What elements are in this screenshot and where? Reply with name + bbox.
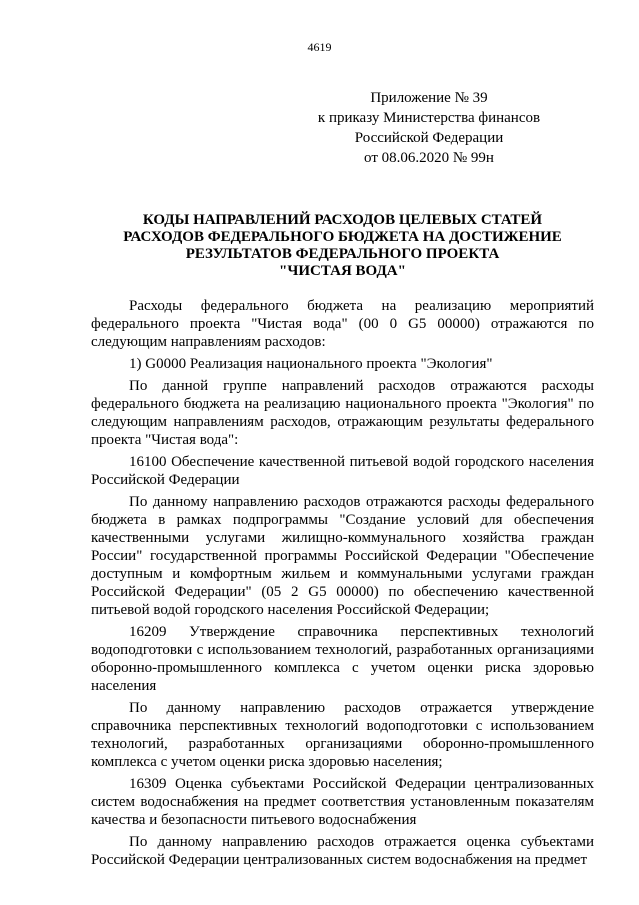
appendix-line: Российской Федерации [354, 130, 504, 146]
body-paragraph: 16100 Обеспечение качественной питьевой водой городского населения Российской Федерации [91, 454, 594, 488]
title-line: РЕЗУЛЬТАТОВ ФЕДЕРАЛЬНОГО ПРОЕКТА [185, 246, 500, 262]
body-paragraph: По данному направлению расходов отражаются расходы федерального бюджета в рамках подпрограммы "Создание условий для обеспечения качественными услугами жилищно-коммунального хозяйства граждан России" государственной программы Российской Федерации "Обеспечение доступным и комфортным жильем и коммунальными услугами граждан Российской Федерации" (05 2 G5 00000) по обеспечению качественной питьевой водой городского населения Российской Федерации; [91, 494, 594, 618]
page-number: 4619 [307, 40, 332, 54]
body-paragraph: 16209 Утверждение справочника перспективных технологий водоподготовки с использованием технологий, разработанных организациями оборонно-промышленного комплекса с учетом оценки риска здоровью населения [91, 624, 594, 694]
title-line: КОДЫ НАПРАВЛЕНИЙ РАСХОДОВ ЦЕЛЕВЫХ СТАТЕЙ [142, 212, 543, 228]
document-title [90, 212, 595, 280]
body-paragraph: 1) G0000 Реализация национального проекта "Экология" [129, 356, 493, 372]
body-paragraph: 16309 Оценка субъектами Российской Федерации централизованных систем водоснабжения на предмет соответствия установленным показателям качества и безопасности питьевого водоснабжения [91, 776, 594, 828]
title-line: "ЧИСТАЯ ВОДА" [279, 263, 406, 279]
body-paragraph: Расходы федерального бюджета на реализацию мероприятий федерального проекта "Чистая вода" (00 0 G5 00000) отражаются по следующим направлениям расходов: [91, 298, 594, 350]
appendix-line: к приказу Министерства финансов [317, 110, 541, 126]
document-body [91, 297, 594, 873]
title-line: РАСХОДОВ ФЕДЕРАЛЬНОГО БЮДЖЕТА НА ДОСТИЖЕНИЕ [123, 229, 562, 245]
appendix-line: от 08.06.2020 № 99н [364, 150, 494, 166]
body-paragraph: По данному направлению расходов отражается оценка субъектами Российской Федерации централизованных систем водоснабжения на предмет [91, 834, 594, 868]
body-paragraph: По данному направлению расходов отражается утверждение справочника перспективных технологий водоподготовки с использованием технологий, разработанных организациями оборонно-промышленного комплекса с учетом оценки риска здоровью населения; [91, 700, 594, 770]
appendix-line: Приложение № 39 [370, 90, 488, 106]
body-paragraph: По данной группе направлений расходов отражаются расходы федерального бюджета на реализацию национального проекта "Экология" по следующим направлениям расходов, отражающим результаты федерального проекта "Чистая вода": [91, 378, 594, 448]
appendix-block [279, 88, 579, 168]
